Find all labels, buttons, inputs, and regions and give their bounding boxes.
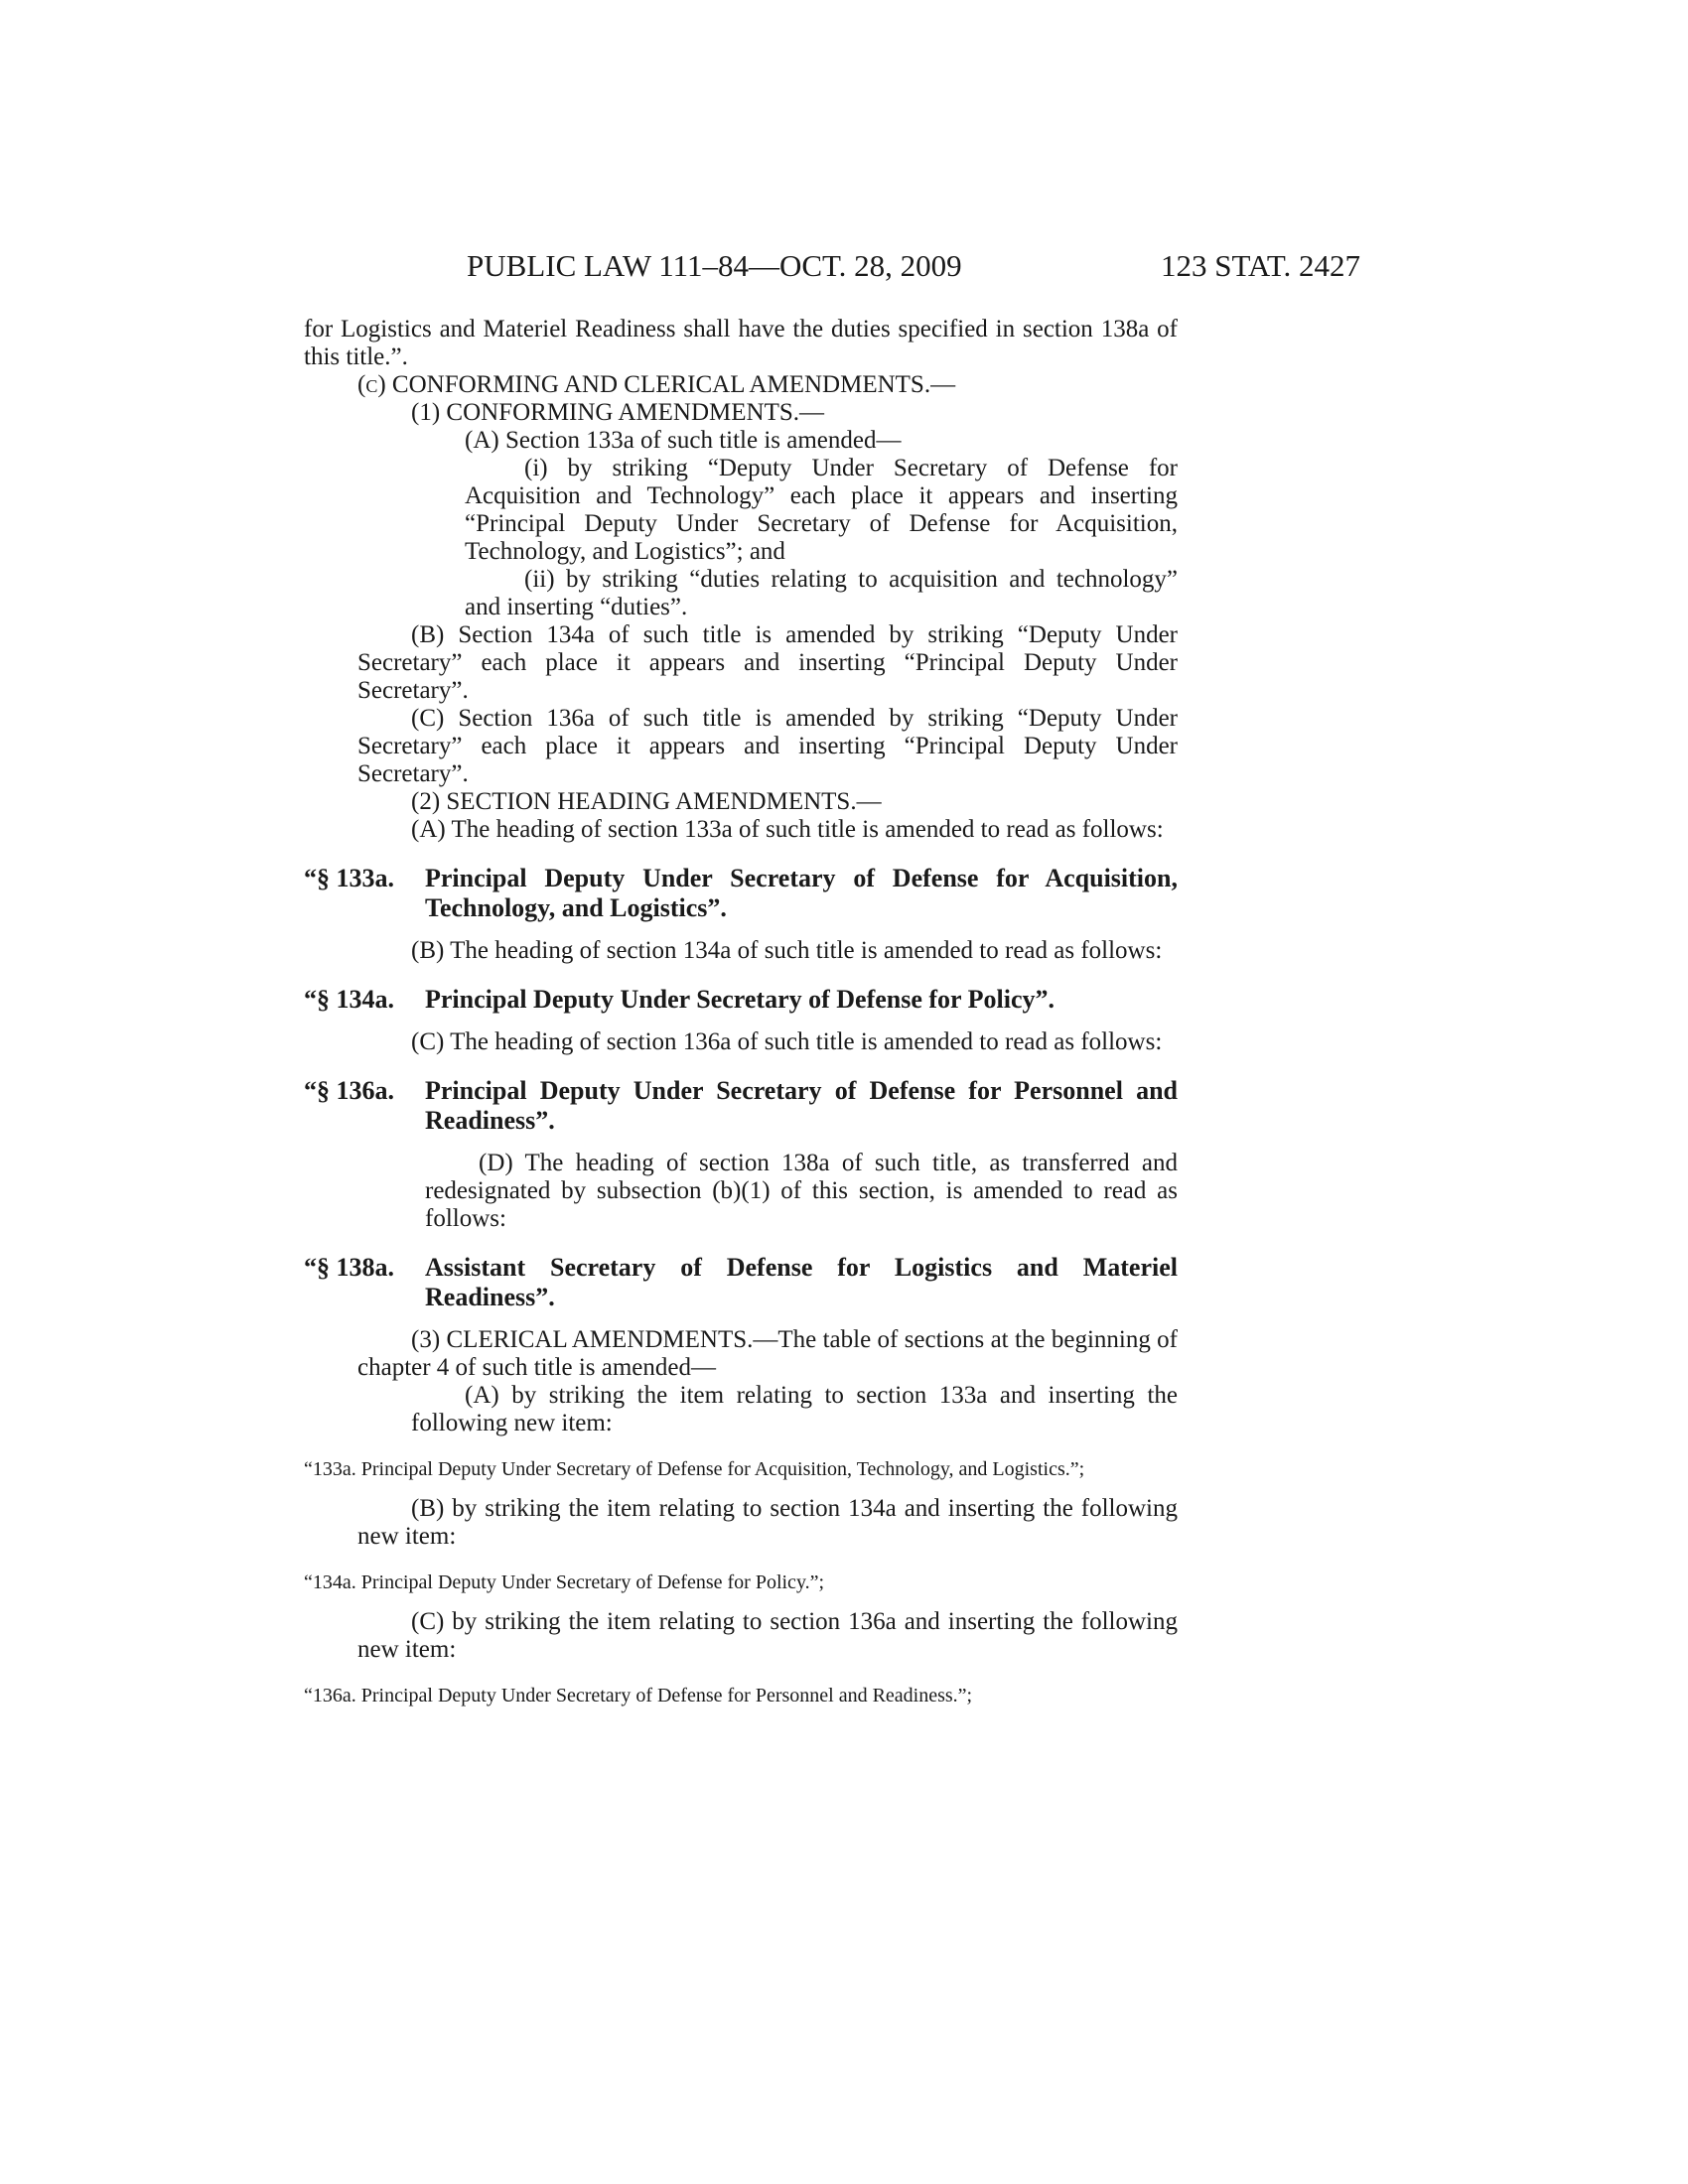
section-heading-136a: “§ 136a. Principal Deputy Under Secretary of Defense for Personnel and Readiness”.	[304, 1076, 1178, 1135]
subsection-c-heading: (c) CONFORMING AND CLERICAL AMENDMENTS.—	[357, 371, 956, 398]
toc-item-133a: “133a. Principal Deputy Under Secretary of Defense for Acquisition, Technology, and Logistics.”;	[304, 1458, 1085, 1480]
paragraph-2-heading: (2) SECTION HEADING AMENDMENTS.—	[411, 788, 882, 815]
clause-1Aii: (ii) by striking “duties relating to acquisition and technology” and inserting “duties”.	[465, 566, 1178, 620]
paragraph-2B: (B) The heading of section 134a of such title is amended to read as follows:	[411, 937, 1163, 964]
paragraph-2C: (C) The heading of section 136a of such title is amended to read as follows:	[411, 1028, 1163, 1055]
paragraph-3A: (A) by striking the item relating to section 133a and inserting the following new item:	[411, 1382, 1178, 1436]
section-heading-133a: “§ 133a. Principal Deputy Under Secretary of Defense for Acquisition, Technology, and Logistics”.	[304, 864, 1178, 922]
section-heading-138a: “§ 138a. Assistant Secretary of Defense for Logistics and Materiel Readiness”.	[304, 1253, 1178, 1311]
paragraph-2A: (A) The heading of section 133a of such title is amended to read as follows:	[411, 816, 1164, 843]
paragraph-2D: (D) The heading of section 138a of such title, as transferred and redesignated by subsection (b)(1) of this section, is amended to read as follows:	[425, 1150, 1178, 1232]
paragraph-1C: (C) Section 136a of such title is amended by striking “Deputy Under Secretary” each place it appears and inserting “Principal Deputy Under Secretary”.	[357, 705, 1178, 787]
paragraph-1B: (B) Section 134a of such title is amended by striking “Deputy Under Secretary” each place it appears and inserting “Principal Deputy Under Secretary”.	[357, 621, 1178, 704]
paragraph-1A: (A) Section 133a of such title is amended—	[465, 427, 902, 454]
paragraph-1-heading: (1) CONFORMING AMENDMENTS.—	[411, 399, 824, 426]
paragraph-3C: (C) by striking the item relating to section 136a and inserting the following new item:	[357, 1608, 1178, 1663]
clause-1Ai: (i) by striking “Deputy Under Secretary of Defense for Acquisition and Technology” each place it appears and inserting “Principal Deputy Under Secretary of Defense for Acquisition, Technology, and Logistics”; and	[465, 455, 1178, 565]
document-body	[304, 316, 1178, 1721]
paragraph-3: (3) CLERICAL AMENDMENTS.—The table of sections at the beginning of chapter 4 of such title is amended—	[357, 1326, 1179, 1381]
toc-item-134a: “134a. Principal Deputy Under Secretary of Defense for Policy.”;	[304, 1571, 825, 1593]
section-heading-134a: “§ 134a. Principal Deputy Under Secretary of Defense for Policy”.	[304, 985, 1055, 1014]
paragraph-3B: (B) by striking the item relating to section 134a and inserting the following new item:	[357, 1495, 1178, 1550]
toc-item-136a: “136a. Principal Deputy Under Secretary of Defense for Personnel and Readiness.”;	[304, 1685, 973, 1706]
continuation-paragraph: for Logistics and Materiel Readiness shall have the duties specified in section 138a of this title.”.	[304, 316, 1178, 370]
statute-page-number: 123 STAT. 2427	[1160, 248, 1360, 283]
public-law-citation: PUBLIC LAW 111–84—OCT. 28, 2009	[467, 248, 962, 283]
page-header	[467, 248, 1360, 290]
